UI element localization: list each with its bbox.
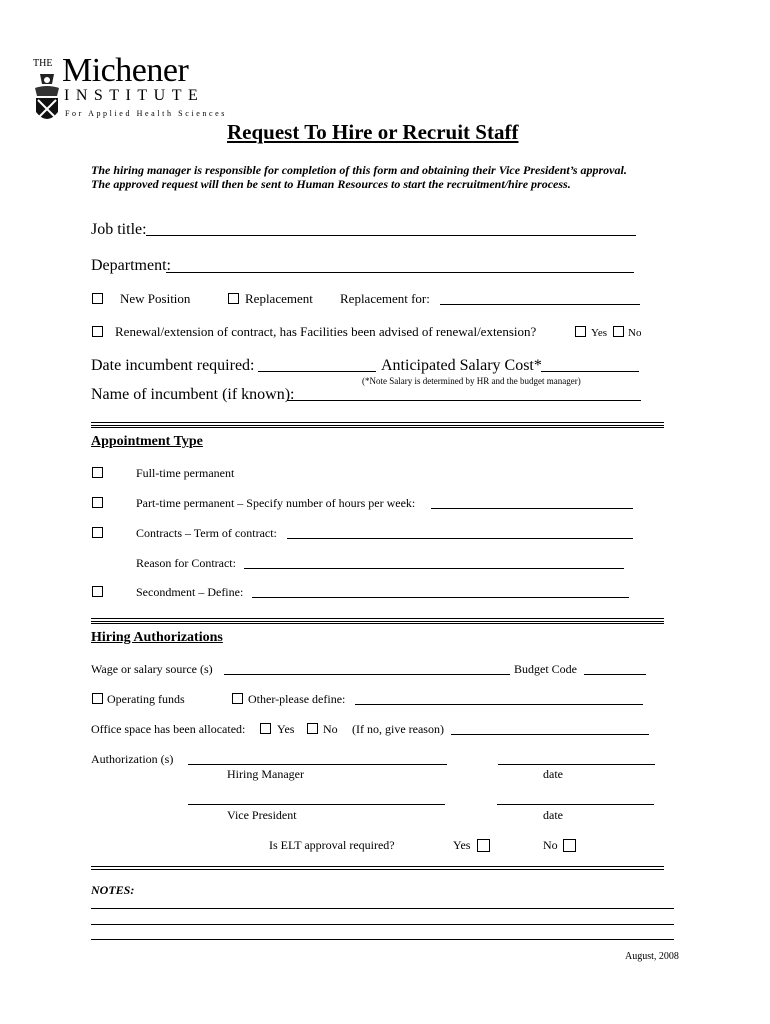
authorization-label: Authorization (s) bbox=[91, 752, 174, 766]
replacement-for-field[interactable] bbox=[440, 304, 640, 305]
notes-line[interactable] bbox=[91, 908, 674, 909]
logo-name: Michener bbox=[62, 52, 189, 89]
date-incumbent-field[interactable] bbox=[258, 371, 376, 372]
authorizations-heading: Hiring Authorizations bbox=[91, 630, 223, 645]
renewal-checkbox[interactable] bbox=[92, 326, 103, 337]
reason-label: Reason for Contract: bbox=[136, 556, 236, 570]
operating-funds-checkbox[interactable] bbox=[92, 693, 103, 704]
hiring-manager-signature-field[interactable] bbox=[188, 764, 447, 765]
department-field[interactable] bbox=[166, 272, 634, 273]
appointment-heading: Appointment Type bbox=[91, 434, 203, 449]
notes-line[interactable] bbox=[91, 924, 674, 925]
contracts-label: Contracts – Term of contract: bbox=[136, 526, 277, 540]
reason-field[interactable] bbox=[244, 568, 624, 569]
section-divider bbox=[91, 866, 664, 870]
elt-yes-checkbox[interactable] bbox=[477, 839, 490, 852]
renewal-yes-checkbox[interactable] bbox=[575, 326, 586, 337]
incumbent-name-label: Name of incumbent (if known): bbox=[91, 386, 295, 403]
logo-the: THE bbox=[33, 58, 53, 69]
incumbent-name-field[interactable] bbox=[287, 400, 641, 401]
budget-code-field[interactable] bbox=[584, 674, 646, 675]
replacement-for-label: Replacement for: bbox=[340, 291, 430, 306]
renewal-yes-label: Yes bbox=[591, 327, 608, 339]
contract-term-field[interactable] bbox=[287, 538, 633, 539]
hiring-manager-date-field[interactable] bbox=[498, 764, 655, 765]
secondment-field[interactable] bbox=[252, 597, 629, 598]
elt-yes-label: Yes bbox=[453, 838, 471, 852]
footer-date: August, 2008 bbox=[625, 951, 679, 962]
other-define-field[interactable] bbox=[355, 704, 643, 705]
renewal-no-checkbox[interactable] bbox=[613, 326, 624, 337]
new-position-label: New Position bbox=[120, 291, 191, 306]
section-divider-thin bbox=[91, 427, 664, 428]
wage-source-field[interactable] bbox=[224, 674, 510, 675]
other-define-label: Other-please define: bbox=[248, 692, 346, 706]
new-position-checkbox[interactable] bbox=[92, 293, 103, 304]
replacement-label: Replacement bbox=[245, 291, 313, 306]
budget-code-label: Budget Code bbox=[514, 662, 577, 676]
section-divider bbox=[91, 422, 664, 426]
contracts-checkbox[interactable] bbox=[92, 527, 103, 538]
replacement-checkbox[interactable] bbox=[228, 293, 239, 304]
intro-line-1: The hiring manager is responsible for completion of this form and obtaining their Vice President’s approval. bbox=[91, 163, 627, 177]
vice-president-label: Vice President bbox=[227, 808, 297, 822]
intro-line-2: The approved request will then be sent to Human Resources to start the recruitment/hire process. bbox=[91, 177, 571, 191]
logo-tagline: For Applied Health Sciences bbox=[65, 109, 227, 118]
office-space-label: Office space has been allocated: bbox=[91, 722, 246, 736]
office-no-reason-label: (If no, give reason) bbox=[352, 722, 444, 736]
notes-label: NOTES: bbox=[91, 883, 135, 897]
elt-question: Is ELT approval required? bbox=[269, 838, 395, 852]
secondment-checkbox[interactable] bbox=[92, 586, 103, 597]
elt-no-label: No bbox=[543, 838, 558, 852]
job-title-label: Job title: bbox=[91, 221, 147, 238]
secondment-label: Secondment – Define: bbox=[136, 585, 244, 599]
logo-institute: INSTITUTE bbox=[64, 87, 205, 104]
full-time-checkbox[interactable] bbox=[92, 467, 103, 478]
job-title-field[interactable] bbox=[146, 235, 636, 236]
department-label: Department: bbox=[91, 257, 171, 274]
section-divider-thin bbox=[91, 623, 664, 624]
full-time-label: Full-time permanent bbox=[136, 466, 235, 480]
date-incumbent-label: Date incumbent required: bbox=[91, 357, 255, 374]
office-no-checkbox[interactable] bbox=[307, 723, 318, 734]
vice-president-date-field[interactable] bbox=[497, 804, 654, 805]
wage-source-label: Wage or salary source (s) bbox=[91, 662, 213, 676]
vice-president-signature-field[interactable] bbox=[188, 804, 445, 805]
page-title: Request To Hire or Recruit Staff bbox=[227, 120, 519, 144]
office-yes-label: Yes bbox=[277, 722, 295, 736]
office-no-reason-field[interactable] bbox=[451, 734, 649, 735]
notes-line[interactable] bbox=[91, 939, 674, 940]
elt-no-checkbox[interactable] bbox=[563, 839, 576, 852]
renewal-no-label: No bbox=[628, 327, 642, 339]
other-define-checkbox[interactable] bbox=[232, 693, 243, 704]
vice-president-date-label: date bbox=[543, 808, 563, 822]
salary-note: (*Note Salary is determined by HR and the budget manager) bbox=[362, 376, 581, 386]
part-time-label: Part-time permanent – Specify number of hours per week: bbox=[136, 496, 416, 510]
hiring-manager-date-label: date bbox=[543, 767, 563, 781]
salary-cost-label: Anticipated Salary Cost* bbox=[381, 357, 542, 374]
operating-funds-label: Operating funds bbox=[107, 692, 185, 706]
crest-icon bbox=[32, 70, 62, 130]
renewal-label: Renewal/extension of contract, has Facilities been advised of renewal/extension? bbox=[115, 324, 537, 339]
office-no-label: No bbox=[323, 722, 338, 736]
office-yes-checkbox[interactable] bbox=[260, 723, 271, 734]
part-time-checkbox[interactable] bbox=[92, 497, 103, 508]
salary-cost-field[interactable] bbox=[541, 371, 639, 372]
hiring-manager-label: Hiring Manager bbox=[227, 767, 304, 781]
section-divider bbox=[91, 618, 664, 622]
part-time-hours-field[interactable] bbox=[431, 508, 633, 509]
